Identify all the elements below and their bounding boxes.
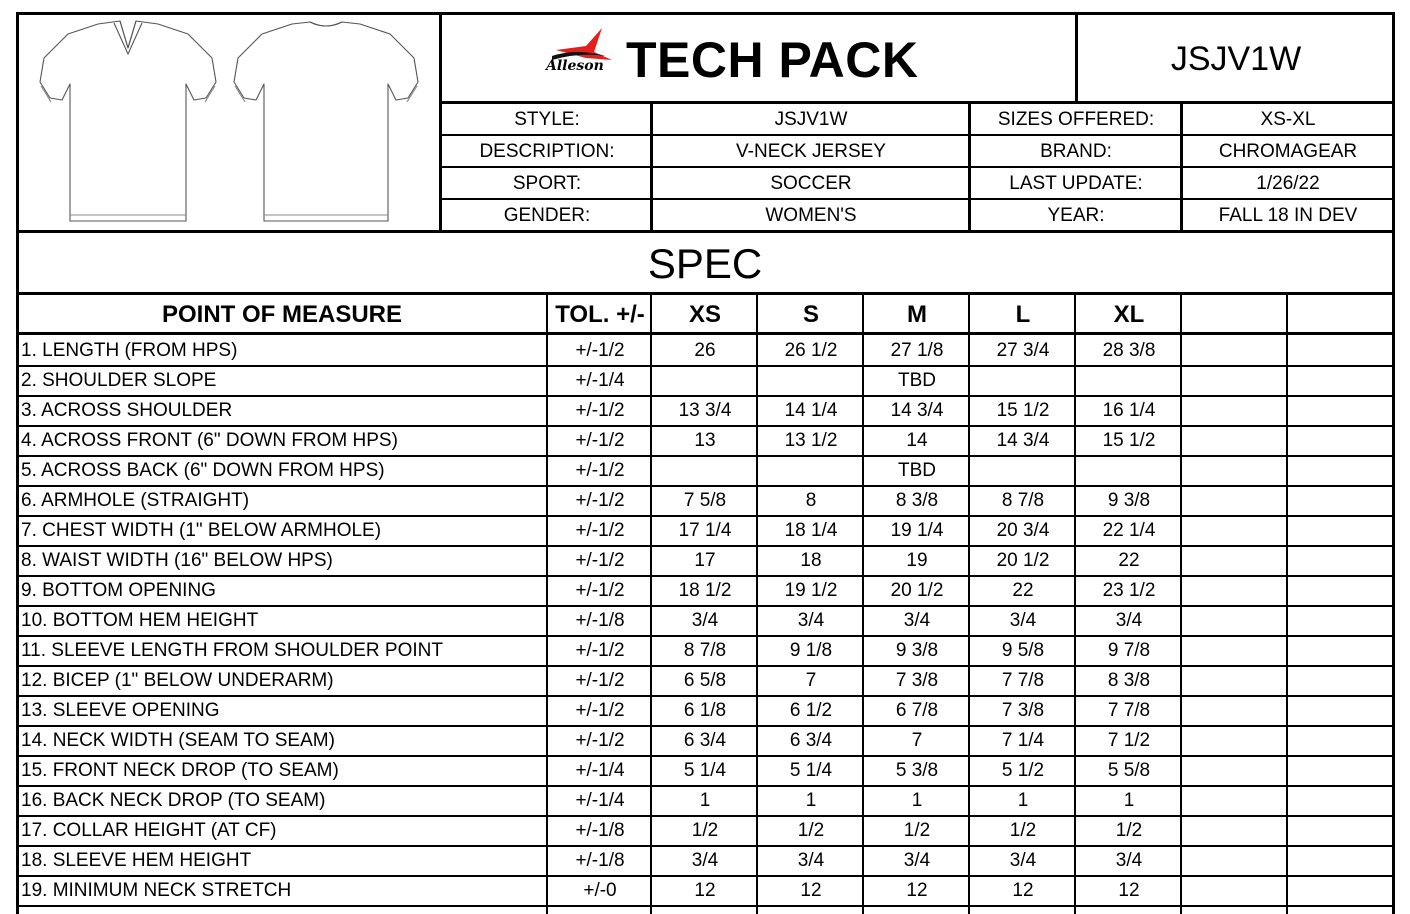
size-value: 8 bbox=[805, 490, 817, 511]
column-header-size bbox=[1288, 296, 1394, 334]
size-value: 7 7/8 bbox=[1107, 700, 1151, 721]
column-header-size: L bbox=[1015, 301, 1031, 328]
rule bbox=[16, 12, 19, 914]
rule bbox=[16, 785, 1395, 787]
size-value: 1 bbox=[699, 790, 711, 811]
size-value: 7 1/4 bbox=[1001, 730, 1045, 751]
rule bbox=[16, 455, 1395, 457]
column-header-size bbox=[1182, 296, 1288, 334]
info-label: GENDER: bbox=[503, 205, 591, 226]
size-value bbox=[970, 456, 1076, 486]
info-label: LAST UPDATE: bbox=[1009, 173, 1143, 194]
rule bbox=[1075, 12, 1078, 102]
measure-name: 13. SLEEVE OPENING bbox=[21, 700, 220, 721]
size-value: 9 1/8 bbox=[789, 640, 833, 661]
rule bbox=[16, 695, 1395, 697]
size-value: 7 3/8 bbox=[1001, 700, 1045, 721]
size-value: 23 1/2 bbox=[1102, 580, 1156, 601]
size-value: 18 1/2 bbox=[678, 580, 732, 601]
size-value: 1 bbox=[805, 790, 817, 811]
tolerance-value: +/-0 bbox=[583, 880, 617, 901]
size-value: 12 bbox=[1118, 880, 1140, 901]
size-value: 1/2 bbox=[797, 820, 825, 841]
page-title: TECH PACK bbox=[626, 32, 919, 88]
rule bbox=[16, 425, 1395, 427]
measure-name: 18. SLEEVE HEM HEIGHT bbox=[21, 850, 252, 871]
column-header-tolerance: TOL. +/- bbox=[555, 301, 645, 328]
tolerance-value: +/-1/2 bbox=[575, 580, 625, 601]
tolerance-value: +/-1/8 bbox=[575, 820, 625, 841]
rule bbox=[16, 665, 1395, 667]
rule bbox=[968, 102, 971, 232]
size-value: 9 3/8 bbox=[895, 640, 939, 661]
size-value: 19 1/2 bbox=[784, 580, 838, 601]
info-value: 1/26/22 bbox=[1256, 173, 1320, 194]
size-value bbox=[758, 366, 864, 396]
measure-name: 11. SLEEVE LENGTH FROM SHOULDER POINT bbox=[21, 640, 443, 661]
tolerance-value: +/-1/2 bbox=[575, 490, 625, 511]
rule bbox=[16, 515, 1395, 517]
size-value: 17 1/4 bbox=[678, 520, 732, 541]
rule bbox=[756, 294, 758, 914]
size-value: 9 7/8 bbox=[1107, 640, 1151, 661]
size-value: 1/2 bbox=[903, 820, 931, 841]
measure-name: 17. COLLAR HEIGHT (AT CF) bbox=[21, 820, 277, 841]
size-value: 19 1/4 bbox=[890, 520, 944, 541]
rule bbox=[1180, 294, 1182, 914]
column-header-size: M bbox=[907, 301, 927, 328]
size-value bbox=[652, 456, 758, 486]
measure-name: 6. ARMHOLE (STRAIGHT) bbox=[21, 490, 250, 511]
size-value: 13 1/2 bbox=[784, 430, 838, 451]
size-value: 1/2 bbox=[1009, 820, 1037, 841]
size-value: 3/4 bbox=[1115, 610, 1143, 631]
info-value: JSJV1W bbox=[774, 109, 848, 130]
size-value: 12 bbox=[1012, 880, 1034, 901]
size-value: TBD bbox=[898, 460, 936, 481]
measure-name: 1. LENGTH (FROM HPS) bbox=[21, 340, 238, 361]
size-value: 14 1/4 bbox=[784, 400, 838, 421]
info-label: STYLE: bbox=[514, 109, 580, 130]
brand-logo bbox=[546, 26, 620, 82]
size-value: 6 3/4 bbox=[789, 730, 833, 751]
size-value: 3/4 bbox=[1009, 850, 1037, 871]
size-value: 3/4 bbox=[1115, 850, 1143, 871]
measure-name: 3. ACROSS SHOULDER bbox=[21, 400, 233, 421]
size-value: 12 bbox=[800, 880, 822, 901]
info-label: DESCRIPTION: bbox=[479, 141, 615, 162]
size-value: 8 7/8 bbox=[1001, 490, 1045, 511]
column-header-size: XS bbox=[688, 301, 721, 328]
rule bbox=[16, 635, 1395, 637]
spec-title: SPEC bbox=[647, 240, 763, 287]
size-value: 12 bbox=[694, 880, 716, 901]
size-value: 13 bbox=[694, 430, 716, 451]
tolerance-value: +/-1/2 bbox=[575, 340, 625, 361]
size-value bbox=[1076, 456, 1182, 486]
size-value: 18 1/4 bbox=[784, 520, 838, 541]
size-value: 3/4 bbox=[797, 610, 825, 631]
rule bbox=[16, 292, 1395, 295]
rule bbox=[440, 101, 1394, 104]
size-value: 3/4 bbox=[797, 850, 825, 871]
rule bbox=[862, 294, 864, 914]
rule bbox=[16, 230, 1395, 233]
info-value: CHROMAGEAR bbox=[1218, 141, 1358, 162]
info-value: FALL 18 IN DEV bbox=[1218, 205, 1358, 226]
size-value: 8 7/8 bbox=[683, 640, 727, 661]
rule bbox=[440, 134, 1394, 136]
rule bbox=[546, 294, 548, 914]
size-value: 14 3/4 bbox=[890, 400, 944, 421]
rule bbox=[440, 198, 1394, 200]
size-value: 6 1/2 bbox=[789, 700, 833, 721]
info-value: WOMEN'S bbox=[765, 205, 857, 226]
size-value: 27 1/8 bbox=[890, 340, 944, 361]
size-value: 14 bbox=[906, 430, 928, 451]
size-value bbox=[652, 366, 758, 396]
rule bbox=[968, 294, 970, 914]
tolerance-value: +/-1/2 bbox=[575, 640, 625, 661]
info-label: SPORT: bbox=[512, 173, 582, 194]
tolerance-value: +/-1/4 bbox=[575, 790, 625, 811]
rule bbox=[16, 725, 1395, 727]
tolerance-value: +/-1/2 bbox=[575, 430, 625, 451]
info-label: SIZES OFFERED: bbox=[997, 109, 1155, 130]
tolerance-value: +/-1/8 bbox=[575, 610, 625, 631]
style-code-header: JSJV1W bbox=[1170, 39, 1302, 78]
size-value: 3/4 bbox=[691, 850, 719, 871]
rule bbox=[16, 395, 1395, 397]
rule bbox=[1180, 102, 1183, 232]
measure-name: 7. CHEST WIDTH (1" BELOW ARMHOLE) bbox=[21, 520, 382, 541]
size-value: 3/4 bbox=[903, 850, 931, 871]
size-value: TBD bbox=[898, 370, 936, 391]
size-value: 15 1/2 bbox=[996, 400, 1050, 421]
column-header-size: XL bbox=[1113, 301, 1145, 328]
measure-name: 16. BACK NECK DROP (TO SEAM) bbox=[21, 790, 326, 811]
size-value: 1/2 bbox=[691, 820, 719, 841]
size-value: 20 1/2 bbox=[996, 550, 1050, 571]
column-header-size: S bbox=[802, 301, 819, 328]
size-value: 14 3/4 bbox=[996, 430, 1050, 451]
tolerance-value: +/-1/4 bbox=[575, 760, 625, 781]
size-value bbox=[758, 456, 864, 486]
jersey-front-icon bbox=[40, 21, 216, 221]
size-value: 6 1/8 bbox=[683, 700, 727, 721]
size-value: 26 bbox=[694, 340, 716, 361]
rule bbox=[16, 905, 1395, 907]
rule bbox=[16, 755, 1395, 757]
tolerance-value: +/-1/2 bbox=[575, 670, 625, 691]
size-value: 13 3/4 bbox=[678, 400, 732, 421]
size-value: 26 1/2 bbox=[784, 340, 838, 361]
size-value: 6 7/8 bbox=[895, 700, 939, 721]
info-label: YEAR: bbox=[1047, 205, 1105, 226]
size-value: 9 5/8 bbox=[1001, 640, 1045, 661]
size-value: 5 3/8 bbox=[895, 760, 939, 781]
tolerance-value: +/-1/2 bbox=[575, 550, 625, 571]
size-value: 6 3/4 bbox=[683, 730, 727, 751]
size-value: 5 1/2 bbox=[1001, 760, 1045, 781]
size-value bbox=[970, 366, 1076, 396]
size-value: 9 3/8 bbox=[1107, 490, 1151, 511]
measure-name: 10. BOTTOM HEM HEIGHT bbox=[21, 610, 259, 631]
jersey-sketch bbox=[20, 16, 440, 230]
size-value: 3/4 bbox=[903, 610, 931, 631]
measure-name: 8. WAIST WIDTH (16" BELOW HPS) bbox=[21, 550, 333, 571]
rule bbox=[1074, 294, 1076, 914]
measure-name: 15. FRONT NECK DROP (TO SEAM) bbox=[21, 760, 339, 781]
size-value: 27 3/4 bbox=[996, 340, 1050, 361]
rule bbox=[16, 365, 1395, 367]
rule bbox=[650, 294, 652, 914]
size-value: 7 7/8 bbox=[1001, 670, 1045, 691]
rule bbox=[650, 102, 653, 232]
measure-name: 12. BICEP (1" BELOW UNDERARM) bbox=[21, 670, 334, 691]
info-value: XS-XL bbox=[1260, 109, 1316, 130]
rule bbox=[16, 12, 1395, 15]
info-label: BRAND: bbox=[1040, 141, 1112, 162]
info-value: SOCCER bbox=[770, 173, 852, 194]
rule bbox=[1286, 294, 1288, 914]
size-value: 28 3/8 bbox=[1102, 340, 1156, 361]
size-value: 7 5/8 bbox=[683, 490, 727, 511]
column-header-point-of-measure: POINT OF MEASURE bbox=[161, 301, 402, 328]
size-value: 22 bbox=[1118, 550, 1140, 571]
size-value: 7 1/2 bbox=[1107, 730, 1151, 751]
size-value: 1 bbox=[911, 790, 923, 811]
size-value: 16 1/4 bbox=[1102, 400, 1156, 421]
jersey-back-icon bbox=[234, 22, 418, 221]
rule bbox=[16, 485, 1395, 487]
size-value: 1 bbox=[1123, 790, 1135, 811]
size-value bbox=[1076, 366, 1182, 396]
rule bbox=[16, 545, 1395, 547]
rule bbox=[440, 166, 1394, 168]
measure-name: 2. SHOULDER SLOPE bbox=[21, 370, 217, 391]
size-value: 22 1/4 bbox=[1102, 520, 1156, 541]
size-value: 18 bbox=[800, 550, 822, 571]
tolerance-value: +/-1/2 bbox=[575, 460, 625, 481]
size-value: 3/4 bbox=[1009, 610, 1037, 631]
rule bbox=[16, 332, 1395, 335]
logo-wordmark: Alleson bbox=[546, 58, 604, 74]
size-value: 1 bbox=[1017, 790, 1029, 811]
size-value: 1/2 bbox=[1115, 820, 1143, 841]
size-value: 7 bbox=[805, 670, 817, 691]
measure-name: 19. MINIMUM NECK STRETCH bbox=[21, 880, 292, 901]
size-value: 7 bbox=[911, 730, 923, 751]
measure-name: 5. ACROSS BACK (6" DOWN FROM HPS) bbox=[21, 460, 385, 481]
rule bbox=[16, 845, 1395, 847]
rule bbox=[16, 605, 1395, 607]
tolerance-value: +/-1/8 bbox=[575, 850, 625, 871]
size-value: 5 1/4 bbox=[683, 760, 727, 781]
tolerance-value: +/-1/2 bbox=[575, 700, 625, 721]
size-value: 20 3/4 bbox=[996, 520, 1050, 541]
rule bbox=[1392, 12, 1395, 914]
size-value: 20 1/2 bbox=[890, 580, 944, 601]
measure-name: 4. ACROSS FRONT (6" DOWN FROM HPS) bbox=[21, 430, 398, 451]
rule bbox=[16, 875, 1395, 877]
size-value: 7 3/8 bbox=[895, 670, 939, 691]
size-value: 12 bbox=[906, 880, 928, 901]
size-value: 15 1/2 bbox=[1102, 430, 1156, 451]
size-value: 17 bbox=[694, 550, 716, 571]
size-value: 6 5/8 bbox=[683, 670, 727, 691]
rule bbox=[16, 575, 1395, 577]
tolerance-value: +/-1/2 bbox=[575, 520, 625, 541]
size-value: 5 5/8 bbox=[1107, 760, 1151, 781]
size-value: 3/4 bbox=[691, 610, 719, 631]
size-value: 8 3/8 bbox=[895, 490, 939, 511]
rule bbox=[16, 815, 1395, 817]
tolerance-value: +/-1/4 bbox=[575, 370, 625, 391]
tolerance-value: +/-1/2 bbox=[575, 400, 625, 421]
info-value: V-NECK JERSEY bbox=[736, 141, 886, 162]
tolerance-value: +/-1/2 bbox=[575, 730, 625, 751]
size-value: 8 3/8 bbox=[1107, 670, 1151, 691]
measure-name: 9. BOTTOM OPENING bbox=[21, 580, 216, 601]
measure-name: 14. NECK WIDTH (SEAM TO SEAM) bbox=[21, 730, 335, 751]
size-value: 5 1/4 bbox=[789, 760, 833, 781]
size-value: 22 bbox=[1012, 580, 1034, 601]
size-value: 19 bbox=[906, 550, 928, 571]
